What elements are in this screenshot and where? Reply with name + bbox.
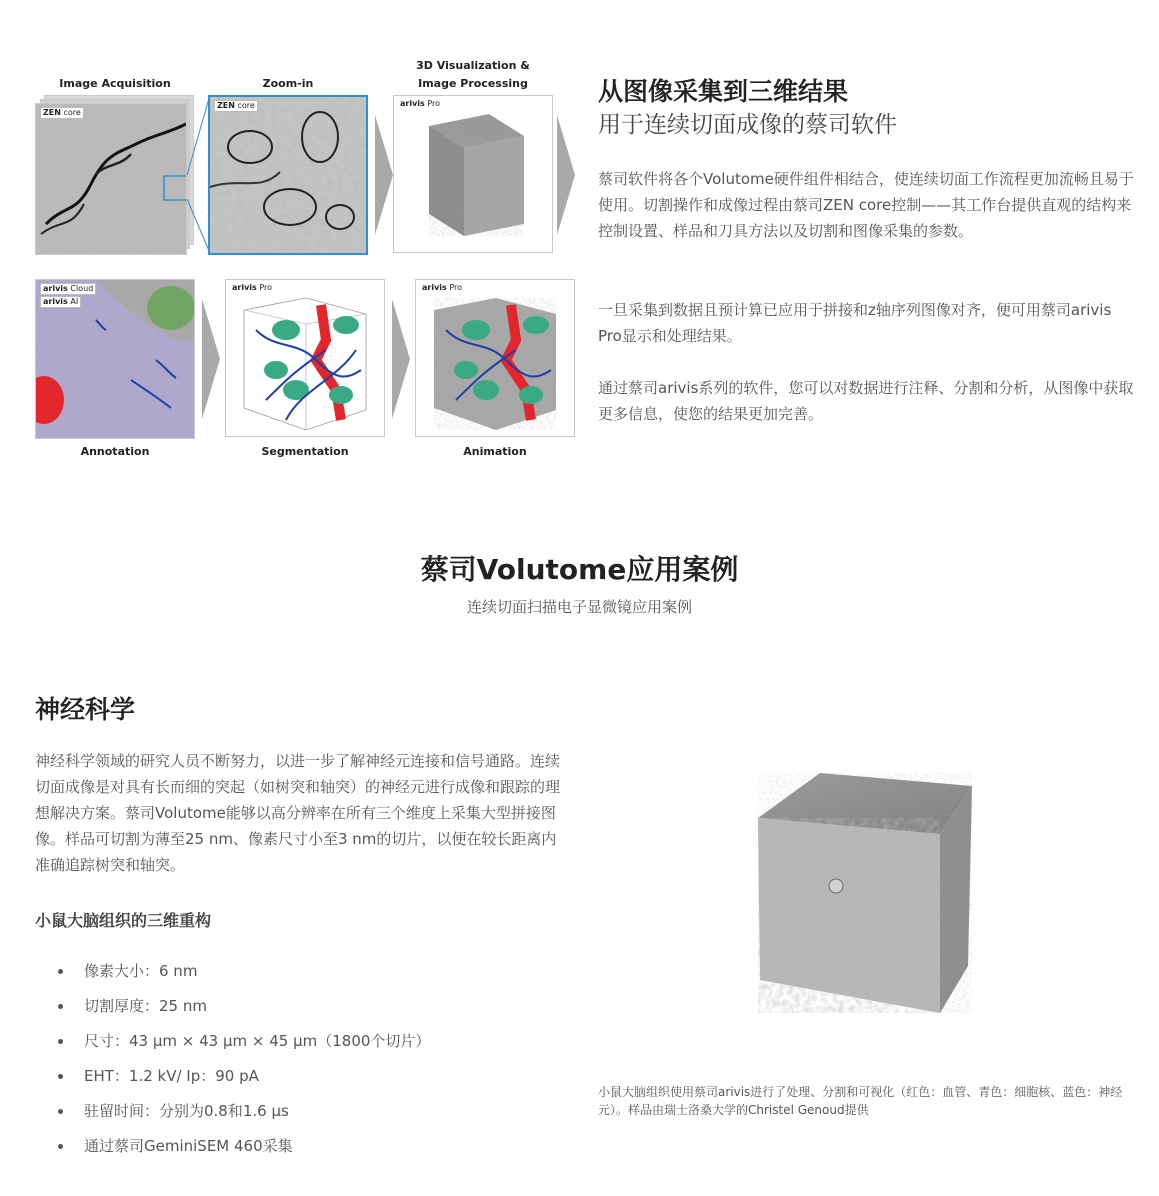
intro-paragraph-1: 蔡司软件将各个Volutome硬件组件相结合，使连续切面工作流程更加流畅且易于使用。切割操作和成像过程由蔡司ZEN core控制——其工作台提供直观的结构来控制设置、样品和刀具方法以及切割和图像采集的参数。 (598, 170, 1134, 240)
animation-image (415, 279, 575, 437)
visualization-panel (393, 95, 553, 253)
arivis-pro-tag-seg: arivis Pro (232, 283, 273, 292)
arrow-icon (375, 115, 393, 235)
label-segmentation: Segmentation (261, 445, 349, 458)
arivis-pro-tag-anim: arivis Pro (422, 283, 463, 292)
neuroscience-title: 神经科学 (35, 695, 136, 724)
cube-render-large (750, 768, 975, 1018)
label-3d-visualization-line2: Image Processing (418, 77, 528, 90)
label-animation: Animation (463, 445, 527, 458)
segmentation-image (225, 279, 385, 437)
list-item: 通过蔡司GeminiSEM 460采集 (58, 1133, 430, 1168)
arivis-cloud-tag: arivis Cloud (40, 283, 96, 295)
list-item: 切割厚度：25 nm (58, 993, 430, 1028)
list-item: 尺寸：43 µm × 43 µm × 45 µm（1800个切片） (58, 1028, 430, 1063)
arrow-icon (202, 299, 220, 419)
segmentation-render (226, 280, 385, 437)
arivis-pro-tag: arivis Pro (400, 99, 441, 108)
intro-subtitle: 用于连续切面成像的蔡司软件 (598, 112, 897, 138)
list-item: EHT：1.2 kV/ Ip：90 pA (58, 1063, 430, 1098)
arivis-ai-tag: arivis AI (40, 296, 81, 308)
brain-tissue-cube-image (750, 768, 975, 1018)
intro-paragraph-2: 一旦采集到数据且预计算已应用于拼接和z轴序列图像对齐，便可用蔡司arivis Pro显示和处理结果。 (598, 301, 1112, 345)
arrow-icon (392, 299, 410, 419)
intro-paragraph-3: 通过蔡司arivis系列的软件，您可以对数据进行注释、分割和分析，从图像中获取更多信息，使您的结果更加完善。 (598, 379, 1134, 423)
zen-core-tag-zoom: ZEN core (214, 100, 258, 112)
workflow-figure (30, 55, 575, 465)
annotation-image (35, 279, 195, 439)
label-image-acquisition: Image Acquisition (59, 77, 171, 90)
neuroscience-paragraph: 神经科学领域的研究人员不断努力，以进一步了解神经元连接和信号通路。连续切面成像是对具有长而细的突起（如树突和轴突）的神经元进行成像和跟踪的理想解决方案。蔡司Volutome能够以高分辨率在所有三个维度上采集大型拼接图像。样品可切割为薄至25 nm、像素尺寸小至3 nm的切片，以便在较长距离内准确追踪树突和轴突。 (35, 752, 561, 874)
cube-render-small (394, 96, 553, 253)
arrow-icon (557, 115, 575, 235)
neuroscience-subheading: 小鼠大脑组织的三维重构 (35, 911, 212, 930)
list-item: 驻留时间：分别为0.8和1.6 µs (58, 1098, 430, 1133)
em-micrograph-zoom (210, 97, 366, 253)
intro-title: 从图像采集到三维结果 (598, 77, 849, 106)
spec-list (58, 958, 430, 1168)
list-item: 像素大小：6 nm (58, 958, 430, 993)
animation-render (416, 280, 575, 437)
figure-caption: 小鼠大脑组织使用蔡司arivis进行了处理、分割和可视化（红色：血管、青色：细胞核、蓝色：神经元）。样品由瑞士洛桑大学的Christel Genoud提供 (598, 1085, 1123, 1117)
section-title: 蔡司Volutome应用案例 (420, 553, 739, 586)
label-zoom-in: Zoom-in (262, 77, 314, 90)
zen-core-tag: ZEN core (40, 107, 84, 119)
em-micrograph-acquisition (36, 104, 187, 255)
section-subtitle: 连续切面扫描电子显微镜应用案例 (466, 598, 692, 616)
label-annotation: Annotation (80, 445, 150, 458)
label-3d-visualization-line1: 3D Visualization & (416, 59, 530, 72)
acquisition-image (35, 103, 187, 255)
zoom-image (208, 95, 368, 255)
